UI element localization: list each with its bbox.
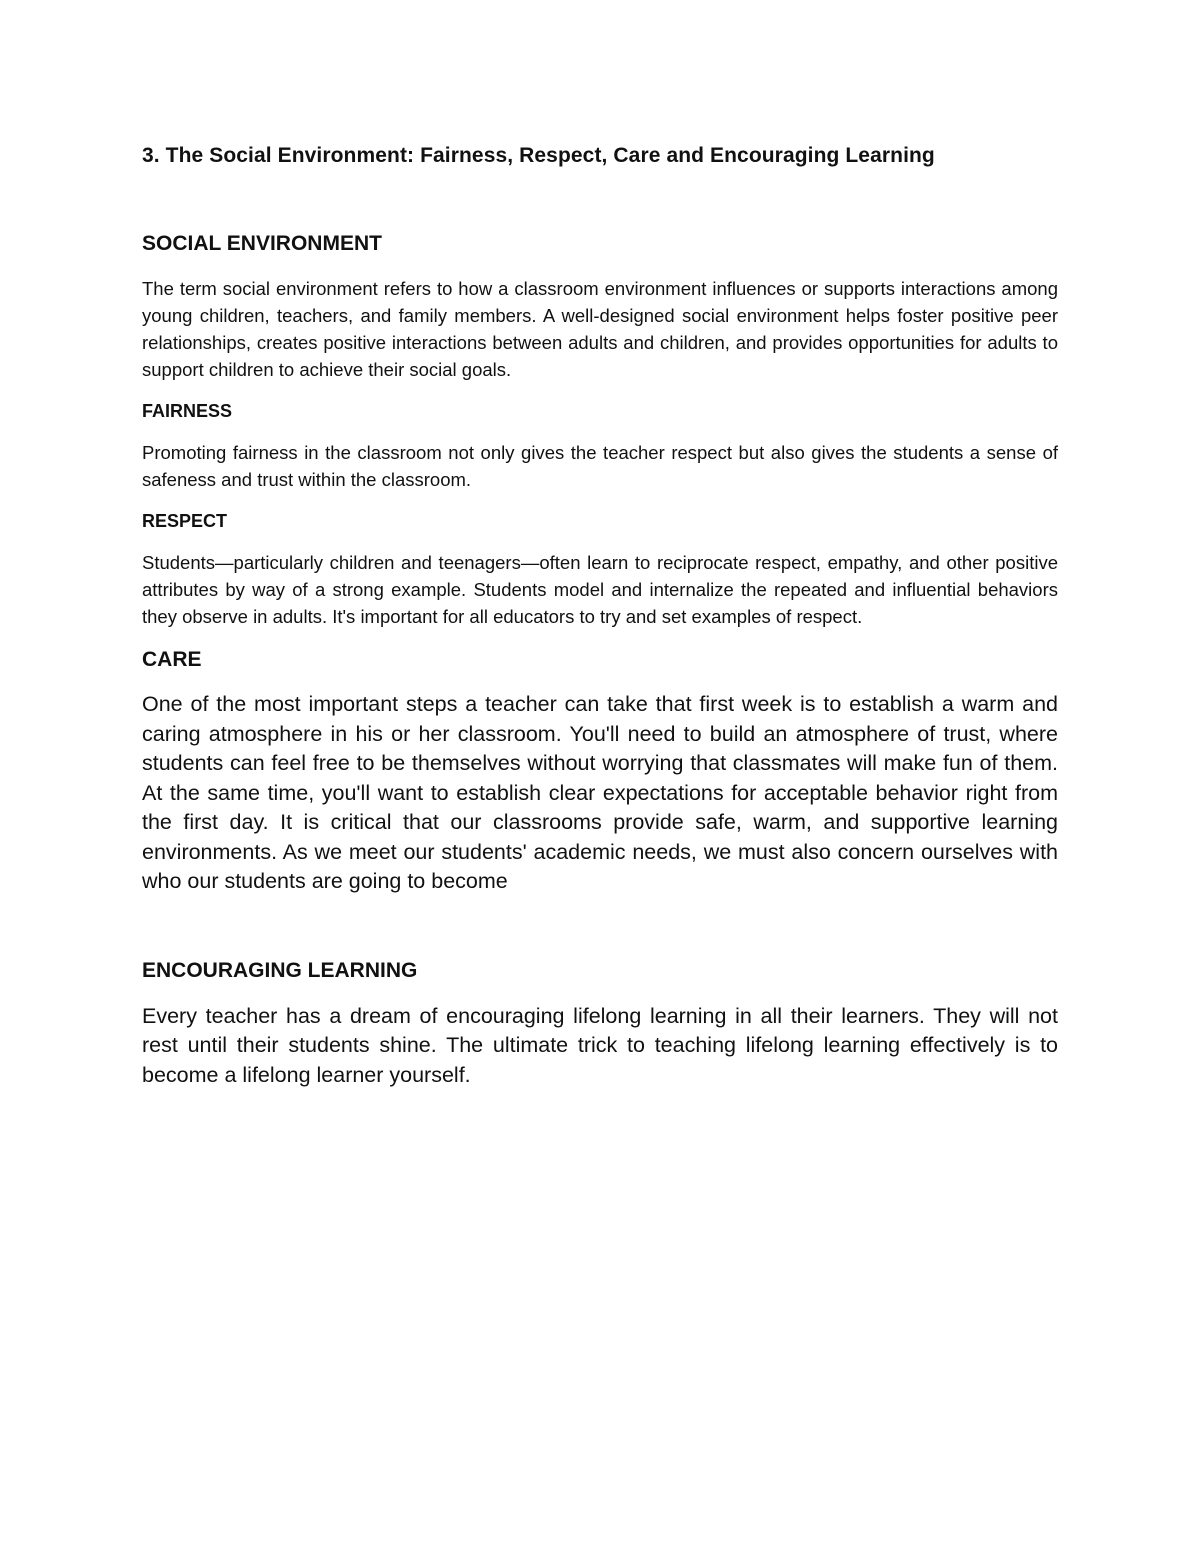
paragraph-social-environment: The term social environment refers to how a classroom environment influences or supports interactions among young children, teachers, and family members. A well-designed social environment helps foster positive peer relationships, creates positive interactions between adults and children, and provides opportunities for adults to support children to achieve their social goals. bbox=[142, 278, 1058, 380]
paragraph-encouraging-learning: Every teacher has a dream of encouraging lifelong learning in all their learners. They will not rest until their students shine. The ultimate trick to teaching lifelong learning effectively is to become a lifelong learner yourself. bbox=[142, 1003, 1058, 1087]
paragraph-respect: Students—particularly children and teenagers—often learn to reciprocate respect, empathy, and other positive attributes by way of a strong example. Students model and internalize the repeated and influential behaviors they observe in adults. It's important for all educators to try and set examples of respect. bbox=[142, 552, 1058, 627]
heading-care: CARE bbox=[142, 648, 202, 671]
heading-fairness: FAIRNESS bbox=[142, 401, 233, 421]
document-title: 3. The Social Environment: Fairness, Respect, Care and Encouraging Learning bbox=[142, 144, 935, 167]
heading-social-environment: SOCIAL ENVIRONMENT bbox=[142, 232, 382, 255]
heading-respect: RESPECT bbox=[142, 511, 228, 531]
paragraph-fairness: Promoting fairness in the classroom not only gives the teacher respect but also gives the students a sense of safeness and trust within the classroom. bbox=[142, 442, 1058, 490]
document-page bbox=[142, 141, 1058, 1090]
heading-encouraging-learning: ENCOURAGING LEARNING bbox=[142, 958, 418, 982]
paragraph-care: One of the most important steps a teacher can take that first week is to establish a warm and caring atmosphere in his or her classroom. You'll need to build an atmosphere of trust, where students can feel free to be themselves without worrying that classmates will make fun of them. At the same time, you'll want to establish clear expectations for acceptable behavior right from the first day. It is critical that our classrooms provide safe, warm, and supportive learning environments. As we meet our students' academic needs, we must also concern ourselves with who our students are going to become bbox=[142, 692, 1058, 893]
